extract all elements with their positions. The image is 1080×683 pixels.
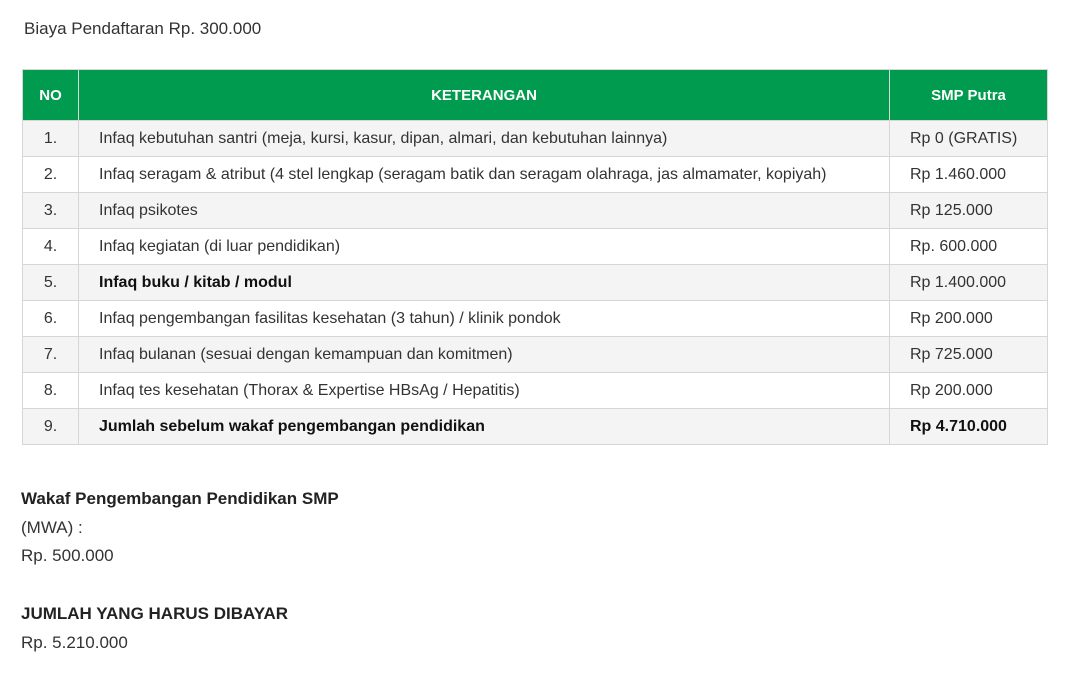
wakaf-title: Wakaf Pengembangan Pendidikan SMP — [21, 489, 339, 508]
row-price: Rp 125.000 — [890, 193, 1048, 229]
row-price: Rp 1.400.000 — [890, 265, 1048, 301]
table-row — [23, 121, 1048, 157]
row-price: Rp 1.460.000 — [890, 157, 1048, 193]
row-number: 7. — [23, 337, 79, 373]
row-description: Infaq kegiatan (di luar pendidikan) — [79, 229, 890, 265]
row-price: Rp 725.000 — [890, 337, 1048, 373]
row-number: 1. — [23, 121, 79, 157]
table-row-subtotal — [23, 409, 1048, 445]
row-description: Jumlah sebelum wakaf pengembangan pendidikan — [79, 409, 890, 445]
wakaf-section — [21, 485, 339, 571]
row-number: 6. — [23, 301, 79, 337]
total-section — [21, 599, 288, 657]
table-row — [23, 301, 1048, 337]
registration-fee-text: Biaya Pendaftaran Rp. 300.000 — [24, 19, 262, 38]
row-price: Rp 200.000 — [890, 373, 1048, 409]
table-row — [23, 193, 1048, 229]
row-description: Infaq bulanan (sesuai dengan kemampuan dan komitmen) — [79, 337, 890, 373]
table-row — [23, 373, 1048, 409]
row-number: 3. — [23, 193, 79, 229]
row-number: 4. — [23, 229, 79, 265]
table-row — [23, 265, 1048, 301]
column-header-description: KETERANGAN — [79, 70, 890, 121]
column-header-price: SMP Putra — [890, 70, 1048, 121]
row-description: Infaq pengembangan fasilitas kesehatan (3 tahun) / klinik pondok — [79, 301, 890, 337]
row-description: Infaq kebutuhan santri (meja, kursi, kasur, dipan, almari, dan kebutuhan lainnya) — [79, 121, 890, 157]
row-price: Rp 200.000 — [890, 301, 1048, 337]
row-number: 2. — [23, 157, 79, 193]
row-description: Infaq tes kesehatan (Thorax & Expertise HBsAg / Hepatitis) — [79, 373, 890, 409]
row-number: 8. — [23, 373, 79, 409]
row-number: 9. — [23, 409, 79, 445]
wakaf-subtitle: (MWA) : — [21, 517, 83, 537]
fees-table — [22, 69, 1048, 445]
total-amount: Rp. 5.210.000 — [21, 633, 128, 652]
table-row — [23, 337, 1048, 373]
row-description: Infaq seragam & atribut (4 stel lengkap (seragam batik dan seragam olahraga, jas almamater, kopiyah) — [79, 157, 890, 193]
column-header-no: NO — [23, 70, 79, 121]
row-price: Rp. 600.000 — [890, 229, 1048, 265]
table-row — [23, 229, 1048, 265]
row-number: 5. — [23, 265, 79, 301]
table-row — [23, 157, 1048, 193]
row-price: Rp 0 (GRATIS) — [890, 121, 1048, 157]
row-description: Infaq psikotes — [79, 193, 890, 229]
table-header-row — [23, 70, 1048, 121]
wakaf-amount: Rp. 500.000 — [21, 546, 114, 565]
row-price: Rp 4.710.000 — [890, 409, 1048, 445]
total-title: JUMLAH YANG HARUS DIBAYAR — [21, 604, 289, 623]
row-description: Infaq buku / kitab / modul — [79, 265, 890, 301]
